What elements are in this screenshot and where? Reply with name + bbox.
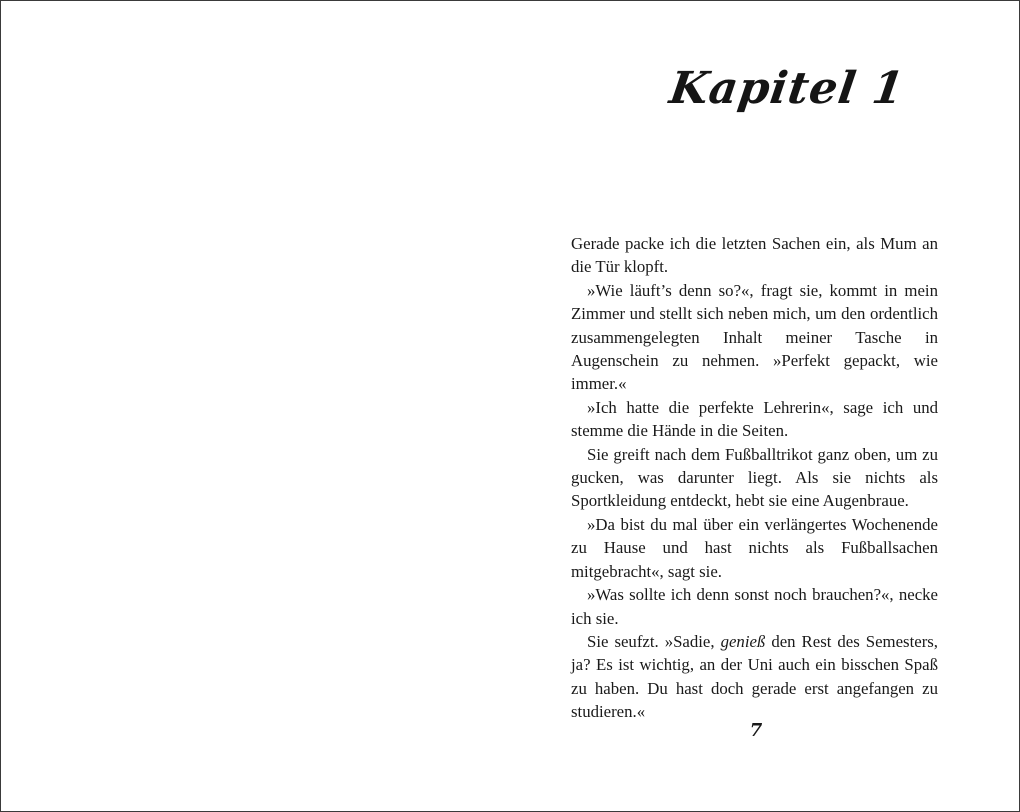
paragraph-3: »Ich hatte die perfekte Lehrerin«, sage ich und stemme die Hände in die Seiten. <box>571 397 938 441</box>
paragraph-5: »Da bist du mal über ein verlängertes Wochenende zu Hause und hast nichts als Fußballsachen mitgebracht«, sagt sie. <box>571 514 938 581</box>
paragraph-7-before: Sie seufzt. »Sadie, <box>587 631 721 651</box>
right-page <box>510 1 1019 811</box>
paragraph-6: »Was sollte ich denn sonst noch brauchen?«, necke ich sie. <box>571 585 938 628</box>
paragraph-2: »Wie läuft’s denn so?«, fragt sie, kommt in mein Zimmer und stellt sich neben mich, um den ordentlich zusammengelegten Inhalt meiner Tasche in Augenschein zu nehmen. »Perfekt gepackt, wie immer.« <box>571 280 938 394</box>
chapter-title: Kapitel 1 <box>666 63 908 114</box>
paragraph-7-emphasis: genieß <box>720 631 766 651</box>
left-page-blank <box>1 1 510 811</box>
paragraph-4: Sie greift nach dem Fußballtrikot ganz oben, um zu gucken, was darunter liegt. Als sie nichts als Sportkleidung entdeckt, hebt sie eine Augenbraue. <box>571 444 938 511</box>
chapter-body-text <box>571 232 938 724</box>
page-number: 7 <box>749 720 763 741</box>
paragraph-1: Gerade packe ich die letzten Sachen ein, als Mum an die Tür klopft. <box>571 234 938 277</box>
paragraph-7 <box>571 630 938 724</box>
paragraph-7-after: den Rest des Semesters, ja? Es ist wichtig, an der Uni auch ein bisschen Spaß zu haben. Du hast doch gerade erst angefangen zu studieren.« <box>571 631 939 722</box>
